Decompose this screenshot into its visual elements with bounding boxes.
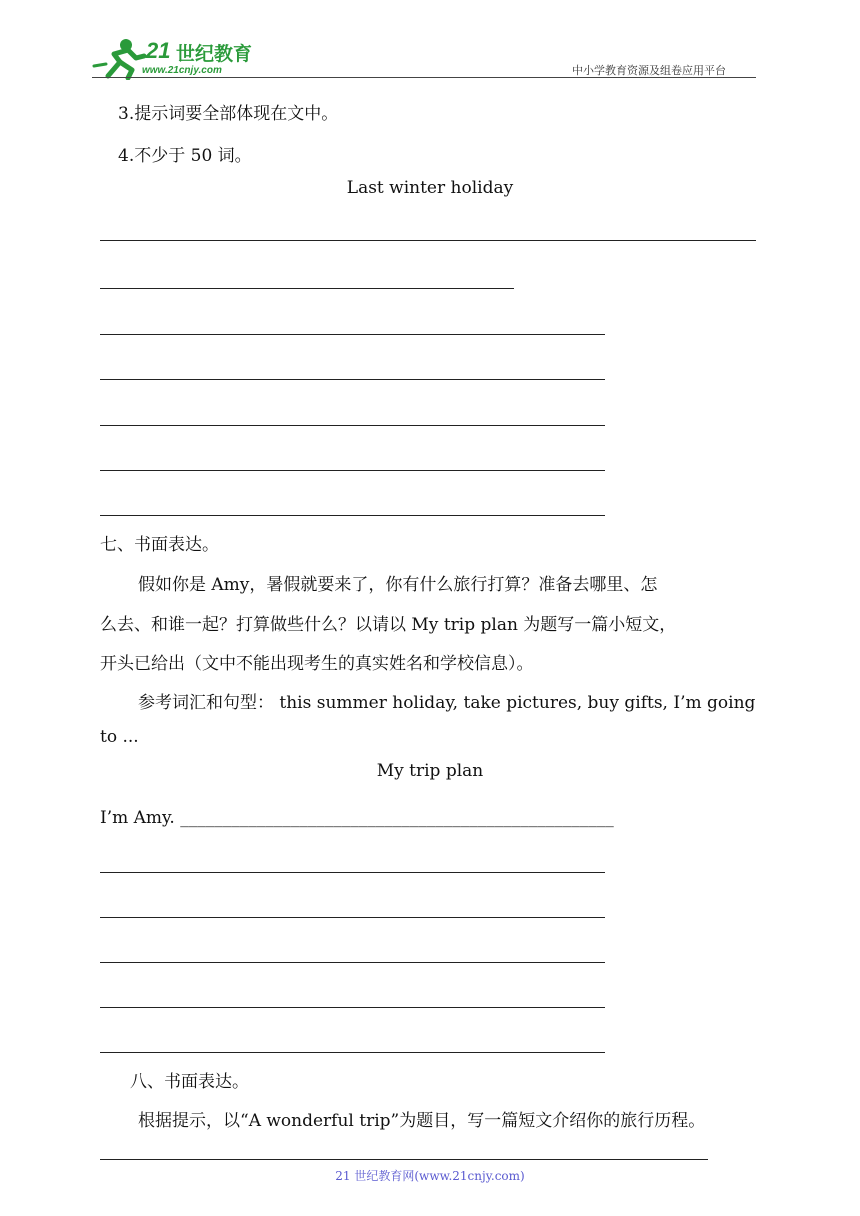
footer-link[interactable]: 21 世纪教育网(www.21cnjy.com) [335, 1169, 525, 1183]
header-rule [92, 77, 756, 78]
writing-line[interactable] [100, 1007, 605, 1008]
header-tagline: 中小学教育资源及组卷应用平台 [572, 64, 726, 77]
writing-line[interactable] [100, 379, 605, 380]
section-8-prompt: 根据提示，以“A wonderful trip”为题目，写一篇短文介绍你的旅行历程。 [138, 1111, 706, 1131]
essay-title-trip-plan: My trip plan [376, 761, 484, 781]
section-7-prompt-line2: 么去、和谁一起？打算做些什么？以请以 My trip plan 为题写一篇小短文， [100, 615, 677, 635]
writing-line[interactable] [100, 240, 756, 241]
writing-line[interactable] [100, 288, 514, 289]
essay-opening: I’m Amy. ___________________________________________________ [100, 808, 614, 828]
section-7-heading: 七、书面表达。 [100, 535, 219, 555]
logo-name: 世纪教育 [176, 43, 253, 65]
requirement-3: 3.提示词要全部体现在文中。 [118, 104, 339, 124]
writing-line[interactable] [100, 962, 605, 963]
reference-words-line2: to ... [100, 727, 139, 747]
reference-words-line1: 参考词汇和句型： this summer holiday, take pictures, buy gifts, I’m going [138, 693, 756, 713]
writing-line[interactable] [100, 515, 605, 516]
section-8-heading: 八、书面表达。 [130, 1072, 249, 1092]
writing-line[interactable] [100, 470, 605, 471]
logo-url: www.21cnjy.com [142, 65, 222, 76]
section-7-prompt-line3: 开头已给出（文中不能出现考生的真实姓名和学校信息）。 [100, 654, 534, 674]
footer-rule [100, 1159, 708, 1160]
writing-line[interactable] [100, 872, 605, 873]
requirement-4: 4.不少于 50 词。 [118, 146, 252, 166]
essay-title-winter: Last winter holiday [346, 178, 514, 198]
logo-number: 21 [146, 38, 171, 63]
writing-line[interactable] [100, 334, 605, 335]
writing-line[interactable] [100, 1052, 605, 1053]
section-7-prompt-line1: 假如你是 Amy，暑假就要来了，你有什么旅行打算？准备去哪里、怎 [138, 575, 658, 595]
writing-line[interactable] [100, 425, 605, 426]
writing-line[interactable] [100, 917, 605, 918]
